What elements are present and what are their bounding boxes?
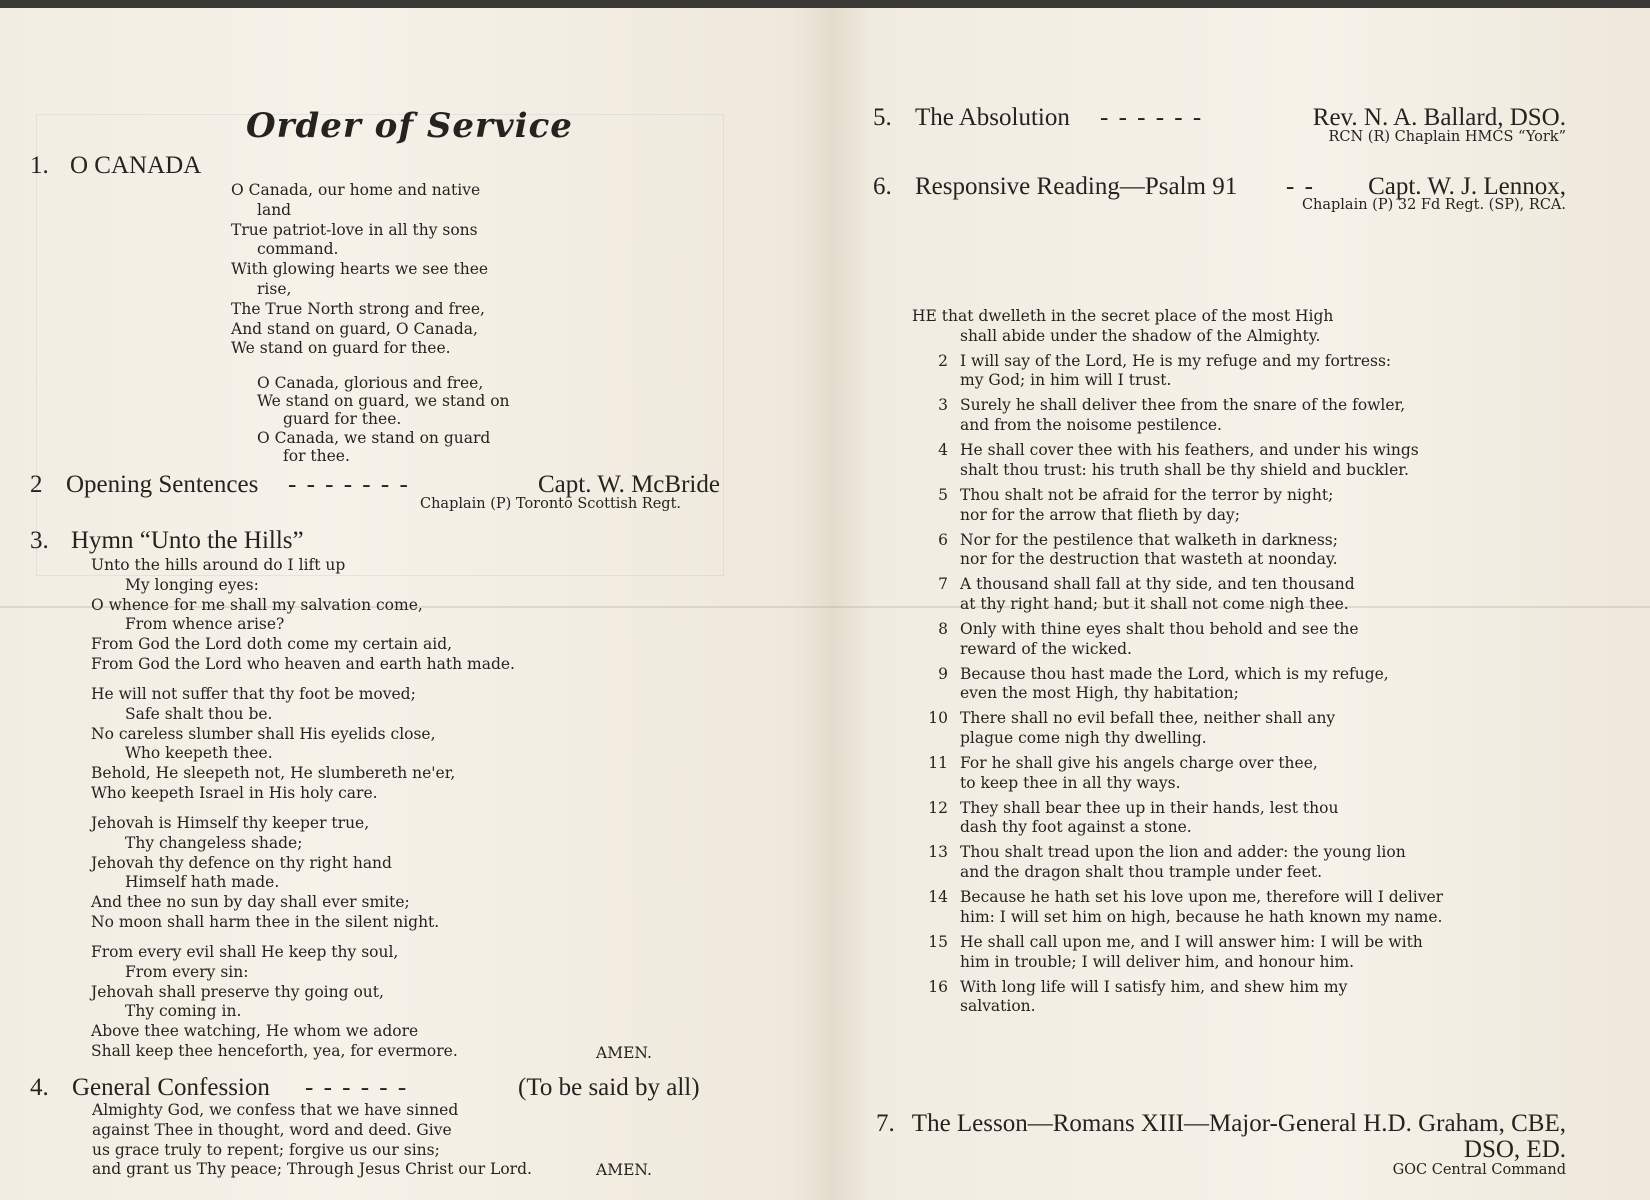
- item1-title: O CANADA: [70, 152, 202, 179]
- item5-number: 5.: [873, 104, 892, 131]
- verse-line: Thy changeless shade;: [125, 833, 303, 852]
- item1-number: 1.: [30, 152, 49, 179]
- item3-number: 3.: [30, 527, 49, 554]
- item2-credit: Chaplain (P) Toronto Scottish Regt.: [420, 496, 682, 512]
- confession-line: us grace truly to repent; forgive us our sins;: [92, 1140, 440, 1159]
- verse-number: 10: [928, 709, 948, 728]
- item2-title: Opening Sentences: [66, 471, 259, 498]
- verse-number: 6: [938, 530, 948, 549]
- item7-credit: GOC Central Command: [1392, 1162, 1566, 1178]
- verse-line: Thy coming in.: [125, 1002, 242, 1021]
- verse-text-line: nor for the arrow that flieth by day;: [960, 505, 1240, 524]
- hymn-amen: AMEN.: [596, 1044, 652, 1062]
- verse-text-line: He shall call upon me, and I will answer him: I will be with: [960, 932, 1423, 951]
- verse-line: From God the Lord doth come my certain aid,: [91, 635, 453, 654]
- verse-text-line: HE that dwelleth in the secret place of the most High: [912, 307, 1334, 325]
- verse-number: 12: [928, 798, 948, 817]
- hymn-stanza-2: [91, 685, 455, 804]
- confession-line: Almighty God, we confess that we have sinned: [92, 1101, 459, 1119]
- verse-line: From whence arise?: [125, 615, 285, 634]
- verse-line: Himself hath made.: [125, 873, 280, 892]
- verse-number: 7: [938, 575, 948, 594]
- verse-text-line: Nor for the pestilence that walketh in darkness;: [960, 530, 1338, 549]
- verse-number: 4: [938, 441, 948, 460]
- item6-number: 6.: [873, 173, 892, 200]
- confession-amen: AMEN.: [596, 1161, 652, 1179]
- verse-text-line: Thou shalt tread upon the lion and adder: the young lion: [960, 843, 1406, 862]
- verse-number: 2: [938, 351, 948, 370]
- anthem-verse: [231, 181, 488, 359]
- verse-text-line: nor for the destruction that wasteth at noonday.: [960, 550, 1338, 569]
- confession-line: and grant us Thy peace; Through Jesus Christ our Lord.: [92, 1160, 532, 1179]
- verse-line: Safe shalt thou be.: [125, 704, 273, 723]
- verse-text-line: plague come nigh thy dwelling.: [960, 729, 1207, 748]
- verse-number: 9: [938, 664, 948, 683]
- verse-text-line: Surely he shall deliver thee from the snare of the fowler,: [960, 396, 1406, 415]
- verse-text-line: Only with thine eyes shalt thou behold and see the: [960, 619, 1359, 638]
- verse-number: 16: [928, 977, 948, 996]
- verse-text-line: him in trouble; I will deliver him, and honour him.: [960, 952, 1355, 971]
- verse-line: And stand on guard, O Canada,: [231, 319, 478, 338]
- verse-text-line: my God; in him will I trust.: [960, 371, 1172, 390]
- verse-line: Unto the hills around do I lift up: [91, 556, 346, 574]
- item3-title: Hymn “Unto the Hills”: [71, 527, 304, 554]
- verse-text-line: With long life will I satisfy him, and shew him my: [960, 977, 1348, 996]
- verse-line: Above thee watching, He whom we adore: [91, 1022, 419, 1041]
- verse-text-line: I will say of the Lord, He is my refuge and my fortress:: [960, 351, 1392, 370]
- verse-line: land: [257, 200, 292, 219]
- item2-dashes: - - - - - - -: [288, 471, 410, 498]
- verse-number: 15: [928, 932, 948, 951]
- verse-text-line: They shall bear thee up in their hands, lest thou: [960, 798, 1339, 817]
- verse-line: command.: [257, 240, 339, 259]
- verse-text-line: shall abide under the shadow of the Almighty.: [960, 326, 1321, 345]
- hymn-stanza-4: [91, 943, 458, 1062]
- item7-number: 7.: [876, 1110, 895, 1137]
- verse-number: 3: [938, 396, 948, 415]
- verse-text-line: and the dragon shalt thou trample under feet.: [960, 863, 1323, 882]
- verse-line: Who keepeth thee.: [125, 744, 273, 763]
- item6-dashes: - -: [1286, 173, 1315, 200]
- verse-line: We stand on guard, we stand on: [257, 392, 510, 411]
- item4-note: (To be said by all): [518, 1074, 700, 1101]
- verse-line: O Canada, glorious and free,: [257, 374, 484, 392]
- scan-top-edge: [0, 0, 1650, 8]
- verse-line: True patriot-love in all thy sons: [231, 220, 478, 239]
- item2-leader: Capt. W. McBride: [538, 471, 720, 498]
- item7-title-continued: DSO, ED.: [1463, 1136, 1566, 1163]
- verse-number: 14: [928, 888, 948, 907]
- verse-text-line: For he shall give his angels charge over thee,: [960, 754, 1318, 772]
- verse-line: The True North strong and free,: [231, 299, 485, 318]
- verse-line: O Canada, we stand on guard: [257, 428, 491, 447]
- verse-text-line: He shall cover thee with his feathers, and under his wings: [960, 441, 1419, 460]
- verse-text-line: Thou shalt not be afraid for the terror by night;: [960, 485, 1334, 504]
- verse-line: From every sin:: [125, 962, 249, 981]
- verse-text-line: reward of the wicked.: [960, 639, 1132, 658]
- verse-text-line: Because he hath set his love upon me, therefore will I deliver: [960, 888, 1444, 907]
- verse-line: We stand on guard for thee.: [231, 339, 451, 358]
- verse-line: From every evil shall He keep thy soul,: [91, 943, 399, 961]
- verse-line: rise,: [257, 279, 292, 298]
- hymn-stanza-3: [91, 814, 439, 933]
- verse-line: No moon shall harm thee in the silent night.: [91, 912, 440, 931]
- item6-title: Responsive Reading—Psalm 91: [915, 173, 1238, 200]
- verse-number: 8: [938, 619, 948, 638]
- anthem-chorus: [257, 374, 510, 465]
- verse-line: From God the Lord who heaven and earth hath made.: [91, 654, 515, 673]
- verse-text-line: dash thy foot against a stone.: [960, 818, 1192, 837]
- item4-number: 4.: [30, 1074, 49, 1101]
- hymn-stanza-1: [91, 556, 515, 675]
- confession-line: against Thee in thought, word and deed. Give: [92, 1120, 452, 1139]
- page-title: Order of Service: [246, 106, 573, 146]
- verse-line: No careless slumber shall His eyelids close,: [91, 724, 436, 743]
- item4-title: General Confession: [72, 1074, 270, 1101]
- verse-number: 13: [928, 843, 948, 862]
- verse-line: Jehovah thy defence on thy right hand: [91, 853, 392, 872]
- verse-line: Jehovah is Himself thy keeper true,: [91, 814, 370, 832]
- verse-text-line: even the most High, thy habitation;: [960, 684, 1239, 703]
- item2-number: 2: [30, 471, 43, 498]
- verse-line: O Canada, our home and native: [231, 181, 481, 199]
- verse-line: Behold, He sleepeth not, He slumbereth ne'er,: [91, 764, 456, 783]
- verse-line: He will not suffer that thy foot be moved;: [91, 685, 416, 703]
- verse-text-line: at thy right hand; but it shall not come nigh thee.: [960, 594, 1349, 613]
- item6-credit: Chaplain (P) 32 Fd Regt. (SP), RCA.: [1301, 197, 1566, 213]
- verse-line: guard for thee.: [283, 410, 402, 429]
- item5-leader: Rev. N. A. Ballard, DSO.: [1312, 104, 1566, 131]
- verse-number: 5: [938, 485, 948, 504]
- verse-line: Jehovah shall preserve thy going out,: [91, 982, 384, 1001]
- item7-title: The Lesson—Romans XIII—Major-General H.D. Graham, CBE,: [911, 1110, 1566, 1137]
- item5-credit: RCN (R) Chaplain HMCS “York”: [1328, 129, 1566, 145]
- confession-text: [92, 1101, 532, 1180]
- verse-line: Shall keep thee henceforth, yea, for evermore.: [91, 1041, 458, 1060]
- item6-leader: Capt. W. J. Lennox,: [1368, 173, 1566, 200]
- verse-text-line: salvation.: [960, 997, 1036, 1016]
- verse-text-line: him: I will set him on high, because he hath known my name.: [960, 907, 1443, 926]
- verse-line: Who keepeth Israel in His holy care.: [91, 783, 378, 802]
- item4-dashes: - - - - - -: [305, 1074, 409, 1101]
- verse-number: 11: [928, 754, 948, 772]
- verse-line: for thee.: [283, 446, 350, 465]
- verse-text-line: Because thou hast made the Lord, which is my refuge,: [960, 664, 1389, 683]
- item5-dashes: - - - - - -: [1100, 104, 1204, 131]
- verse-text-line: to keep thee in all thy ways.: [960, 773, 1181, 792]
- verse-line: And thee no sun by day shall ever smite;: [91, 893, 410, 912]
- verse-text-line: and from the noisome pestilence.: [960, 416, 1222, 435]
- verse-line: My longing eyes:: [125, 575, 259, 594]
- verse-line: With glowing hearts we see thee: [231, 260, 489, 279]
- verse-text-line: A thousand shall fall at thy side, and ten thousand: [960, 575, 1355, 594]
- verse-line: O whence for me shall my salvation come,: [91, 595, 423, 614]
- verse-text-line: There shall no evil befall thee, neither shall any: [960, 709, 1336, 728]
- verse-text-line: shalt thou trust: his truth shall be thy shield and buckler.: [960, 460, 1409, 479]
- item5-title: The Absolution: [915, 104, 1070, 131]
